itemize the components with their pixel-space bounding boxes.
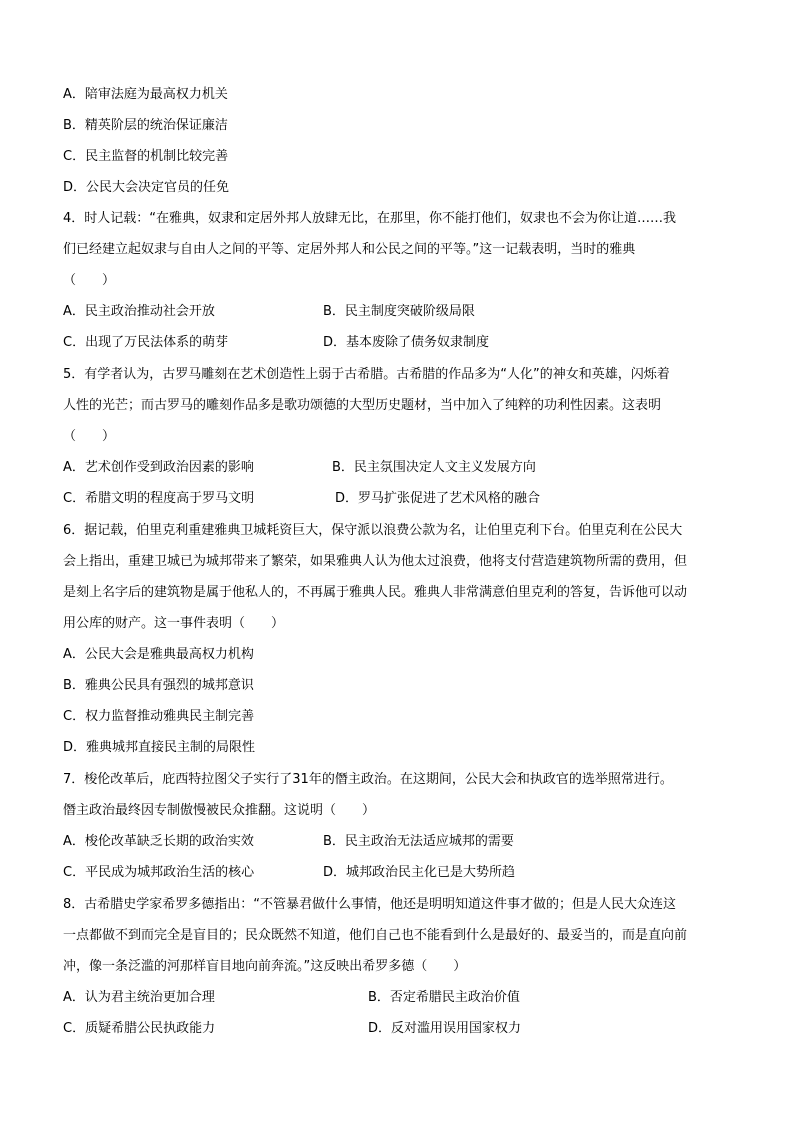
q4-stem-line-3: （ ）: [63, 273, 116, 288]
q4-option-d: D．基本废除了债务奴隶制度: [323, 335, 490, 350]
q8-option-c: C．质疑希腊公民执政能力: [63, 1021, 216, 1036]
q5-stem-line-1: 5．有学者认为，古罗马雕刻在艺术创造性上弱于古希腊。古希腊的作品多为“人化”的神女和英雄，闪烁着: [63, 367, 670, 382]
q7-option-c: C．平民成为城邦政治生活的核心: [63, 865, 255, 880]
q6-option-b: B．雅典公民具有强烈的城邦意识: [63, 678, 254, 693]
q6-option-a: A．公民大会是雅典最高权力机构: [63, 647, 254, 662]
q4-option-c: C．出现了万民法体系的萌芽: [63, 335, 229, 350]
q8-stem-line-2: 一点都做不到而完全是盲目的；民众既然不知道，他们自己也不能看到什么是最好的、最妥当的，而是直向前: [63, 928, 688, 943]
q4-option-b: B．民主制度突破阶级局限: [323, 304, 475, 319]
q8-stem-line-1: 8．古希腊史学家希罗多德指出：“不管暴君做什么事情，他还是明明知道这件事才做的；但是人民大众连这: [63, 897, 677, 912]
q5-option-c: C．希腊文明的程度高于罗马文明: [63, 491, 255, 506]
q3-option-a: A．陪审法庭为最高权力机关: [63, 87, 228, 102]
q7-option-a: A．梭伦改革缺乏长期的政治实效: [63, 834, 254, 849]
q4-option-a: A．民主政治推动社会开放: [63, 304, 215, 319]
q4-stem-line-1: 4．时人记载：“在雅典，奴隶和定居外邦人放肆无比，在那里，你不能打他们，奴隶也不会为你让道……我: [63, 211, 677, 226]
q8-option-d: D．反对滥用误用国家权力: [368, 1021, 522, 1036]
q7-stem-line-2: 僭主政治最终因专制傲慢被民众推翻。这说明（ ）: [63, 803, 376, 818]
q7-stem-line-1: 7．梭伦改革后，庇西特拉图父子实行了31年的僭主政治。在这期间，公民大会和执政官的选举照常进行。: [63, 772, 673, 787]
q8-stem-line-3: 冲，像一条泛滥的河那样盲目地向前奔流。”这反映出希罗多德（ ）: [63, 959, 467, 974]
q4-stem-line-2: 们已经建立起奴隶与自由人之间的平等、定居外邦人和公民之间的平等。”这一记载表明，当时的雅典: [63, 242, 636, 257]
q6-option-c: C．权力监督推动雅典民主制完善: [63, 709, 255, 724]
q5-stem-line-2: 人性的光芒；而古罗马的雕刻作品多是歌功颂德的大型历史题材，当中加入了纯粹的功利性因素。这表明: [63, 398, 662, 413]
q6-stem-line-1: 6．据记载，伯里克利重建雅典卫城耗资巨大，保守派以浪费公款为名，让伯里克利下台。伯里克利在公民大: [63, 523, 683, 538]
q5-option-d: D．罗马扩张促进了艺术风格的融合: [335, 491, 541, 506]
q6-stem-line-3: 是刻上名字后的建筑物是属于他私人的，不再属于雅典人民。雅典人非常满意伯里克利的答复，告诉他可以动: [63, 585, 688, 600]
q5-stem-line-3: （ ）: [63, 429, 116, 444]
q3-option-d: D．公民大会决定官员的任免: [63, 180, 230, 195]
q3-option-b: B．精英阶层的统治保证廉洁: [63, 118, 228, 133]
q7-option-b: B．民主政治无法适应城邦的需要: [323, 834, 514, 849]
q6-stem-line-4: 用公库的财产。这一事件表明（ ）: [63, 616, 285, 631]
q7-option-d: D．城邦政治民主化已是大势所趋: [323, 865, 516, 880]
q6-option-d: D．雅典城邦直接民主制的局限性: [63, 740, 256, 755]
q5-option-a: A．艺术创作受到政治因素的影响: [63, 460, 254, 475]
q8-option-a: A．认为君主统治更加合理: [63, 990, 215, 1005]
q6-stem-line-2: 会上指出，重建卫城已为城邦带来了繁荣，如果雅典人认为他太过浪费，他将支付营造建筑物所需的费用，但: [63, 554, 688, 569]
q3-option-c: C．民主监督的机制比较完善: [63, 149, 229, 164]
q5-option-b: B．民主氛围决定人文主义发展方向: [332, 460, 536, 475]
q8-option-b: B．否定希腊民主政治价值: [368, 990, 520, 1005]
